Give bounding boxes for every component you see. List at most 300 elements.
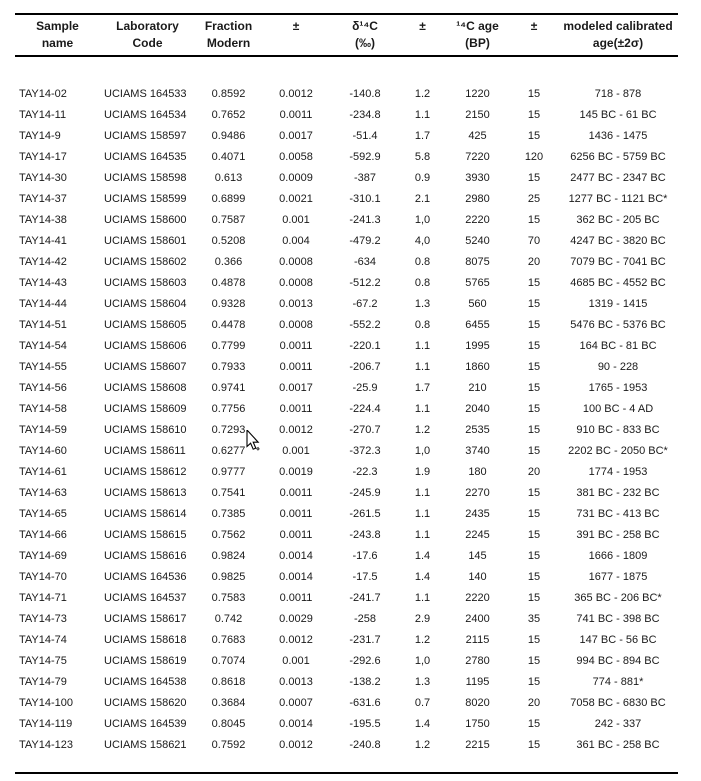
table-row — [15, 440, 678, 461]
cell-sample-name: TAY14-59 — [19, 423, 67, 436]
cell-delta14c-error: 1.4 — [414, 570, 431, 583]
cell-sample-name: TAY14-30 — [19, 171, 67, 184]
table-row — [15, 419, 678, 440]
column-header-line2: (BP) — [465, 35, 490, 50]
cell-c14-age-error: 15 — [527, 129, 541, 142]
cell-delta14c-error: 5.8 — [414, 150, 431, 163]
cell-delta14c: -195.5 — [349, 717, 381, 730]
table-row — [15, 314, 678, 335]
cell-fraction-modern-error: 0.0011 — [279, 402, 313, 415]
cell-fraction-modern-error: 0.001 — [282, 213, 310, 226]
table-header-row — [15, 14, 678, 56]
table-row — [15, 83, 678, 104]
cell-delta14c-error: 1.1 — [414, 402, 431, 415]
cell-fraction-modern: 0.4478 — [211, 318, 246, 331]
cell-c14-age-error: 15 — [527, 570, 541, 583]
table-row — [15, 209, 678, 230]
table-row — [15, 167, 678, 188]
cell-fraction-modern: 0.7799 — [211, 339, 246, 352]
cell-calibrated-age: 362 BC - 205 BC — [576, 213, 660, 226]
cell-laboratory-code: UCIAMS 158605 — [104, 318, 187, 331]
cell-delta14c: -631.6 — [349, 696, 381, 709]
column-header-line2: name — [41, 35, 74, 50]
cell-sample-name: TAY14-75 — [19, 654, 67, 667]
cell-laboratory-code: UCIAMS 158618 — [104, 633, 187, 646]
cell-fraction-modern: 0.9328 — [211, 297, 246, 310]
cell-laboratory-code: UCIAMS 158603 — [104, 276, 187, 289]
table-row — [15, 356, 678, 377]
cell-c14-age-error: 70 — [527, 234, 541, 247]
cell-delta14c: -231.7 — [349, 633, 381, 646]
cell-fraction-modern: 0.366 — [214, 255, 243, 268]
cell-sample-name: TAY14-38 — [19, 213, 67, 226]
cell-delta14c: -310.1 — [349, 192, 381, 205]
cell-sample-name: TAY14-119 — [19, 717, 73, 730]
column-header-laboratory-code — [100, 14, 195, 56]
cell-calibrated-age: 391 BC - 258 BC — [576, 528, 660, 541]
cell-delta14c-error: 1.3 — [414, 675, 431, 688]
cell-laboratory-code: UCIAMS 164534 — [104, 108, 187, 121]
cell-c14-age: 425 — [468, 129, 487, 142]
cell-c14-age-error: 15 — [527, 171, 541, 184]
cell-fraction-modern-error: 0.0014 — [279, 570, 313, 583]
table-row — [15, 146, 678, 167]
cell-delta14c-error: 1.4 — [414, 717, 431, 730]
cell-calibrated-age: 718 - 878 — [594, 87, 642, 100]
column-header-line1: ± — [419, 19, 426, 33]
cell-fraction-modern-error: 0.001 — [282, 654, 310, 667]
cell-delta14c: -270.7 — [349, 423, 381, 436]
table-row — [15, 545, 678, 566]
cell-delta14c-error: 1.2 — [414, 738, 431, 751]
column-header-line2: Code — [132, 35, 163, 50]
cell-c14-age-error: 20 — [527, 696, 541, 709]
table-row — [15, 335, 678, 356]
cell-delta14c: -234.8 — [349, 108, 381, 121]
cell-delta14c: -479.2 — [349, 234, 381, 247]
cell-c14-age: 140 — [468, 570, 487, 583]
cell-sample-name: TAY14-17 — [19, 150, 67, 163]
cell-fraction-modern: 0.9824 — [211, 549, 246, 562]
cell-fraction-modern-error: 0.0009 — [279, 171, 313, 184]
cell-calibrated-age: 147 BC - 56 BC — [579, 633, 657, 646]
cell-fraction-modern-error: 0.0019 — [279, 465, 313, 478]
cell-c14-age: 180 — [468, 465, 487, 478]
table-row — [15, 629, 678, 650]
column-header-delta14c-error — [400, 14, 445, 56]
cell-sample-name: TAY14-63 — [19, 486, 67, 499]
cell-fraction-modern: 0.8618 — [211, 675, 246, 688]
cell-delta14c-error: 1,0 — [414, 213, 431, 226]
table-row — [15, 608, 678, 629]
cell-fraction-modern-error: 0.0011 — [279, 486, 313, 499]
cell-laboratory-code: UCIAMS 158600 — [104, 213, 187, 226]
table-row — [15, 713, 678, 734]
cell-sample-name: TAY14-37 — [19, 192, 67, 205]
cell-delta14c-error: 1.9 — [414, 465, 431, 478]
table-row — [15, 188, 678, 209]
cell-laboratory-code: UCIAMS 158607 — [104, 360, 187, 373]
cell-sample-name: TAY14-61 — [19, 465, 67, 478]
cell-fraction-modern-error: 0.0014 — [279, 717, 313, 730]
cell-delta14c-error: 1.1 — [414, 339, 431, 352]
cell-fraction-modern-error: 0.0013 — [279, 675, 313, 688]
cell-laboratory-code: UCIAMS 158611 — [104, 444, 186, 457]
cell-c14-age-error: 15 — [527, 591, 541, 604]
column-header-sample-name — [15, 14, 100, 56]
cell-fraction-modern-error: 0.0058 — [279, 150, 313, 163]
cell-delta14c-error: 4,0 — [414, 234, 431, 247]
cell-delta14c-error: 1.3 — [414, 297, 431, 310]
cell-c14-age: 2270 — [465, 486, 490, 499]
cell-c14-age: 5240 — [465, 234, 490, 247]
table-row — [15, 125, 678, 146]
cell-delta14c-error: 1,0 — [414, 654, 431, 667]
cell-calibrated-age: 361 BC - 258 BC — [576, 738, 660, 751]
cell-calibrated-age: 7058 BC - 6830 BC — [570, 696, 666, 709]
cell-c14-age-error: 15 — [527, 486, 541, 499]
cell-fraction-modern: 0.3684 — [211, 696, 246, 709]
column-header-fraction-modern — [195, 14, 262, 56]
table-row — [15, 692, 678, 713]
cell-delta14c: -22.3 — [352, 465, 378, 478]
cell-delta14c-error: 1.1 — [414, 486, 431, 499]
cell-laboratory-code: UCIAMS 164535 — [104, 150, 187, 163]
cell-c14-age-error: 15 — [527, 276, 541, 289]
cell-calibrated-age: 994 BC - 894 BC — [576, 654, 660, 667]
table-body — [15, 56, 678, 773]
cell-fraction-modern-error: 0.0014 — [279, 549, 313, 562]
cell-c14-age-error: 15 — [527, 549, 541, 562]
cell-fraction-modern-error: 0.0012 — [279, 87, 313, 100]
column-header-line2 — [510, 35, 558, 52]
cell-sample-name: TAY14-69 — [19, 549, 67, 562]
cell-sample-name: TAY14-66 — [19, 528, 67, 541]
cell-fraction-modern-error: 0.0029 — [279, 612, 313, 625]
cell-fraction-modern-error: 0.0008 — [279, 255, 313, 268]
cell-calibrated-age: 2202 BC - 2050 BC* — [568, 444, 668, 457]
cell-delta14c: -138.2 — [349, 675, 381, 688]
cell-c14-age: 2245 — [465, 528, 490, 541]
cell-laboratory-code: UCIAMS 158597 — [104, 129, 187, 142]
cell-laboratory-code: UCIAMS 164533 — [104, 87, 187, 100]
cell-calibrated-age: 164 BC - 81 BC — [579, 339, 657, 352]
column-header-delta14c — [330, 14, 400, 56]
footer-gap-spacer — [15, 755, 678, 773]
cell-c14-age-error: 15 — [527, 213, 541, 226]
column-header-fraction-modern-error — [262, 14, 330, 56]
table-row — [15, 524, 678, 545]
cell-fraction-modern: 0.4071 — [211, 150, 246, 163]
column-header-line1: Laboratory — [116, 19, 179, 33]
cell-laboratory-code: UCIAMS 158598 — [104, 171, 187, 184]
cell-c14-age: 1860 — [465, 360, 490, 373]
cell-delta14c: -634 — [353, 255, 377, 268]
cell-calibrated-age: 741 BC - 398 BC — [576, 612, 660, 625]
cell-c14-age-error: 15 — [527, 528, 541, 541]
cell-c14-age-error: 35 — [527, 612, 541, 625]
cell-sample-name: TAY14-60 — [19, 444, 67, 457]
cell-c14-age: 560 — [468, 297, 487, 310]
cell-c14-age: 5765 — [465, 276, 490, 289]
cell-laboratory-code: UCIAMS 158599 — [104, 192, 187, 205]
cell-delta14c-error: 0.8 — [414, 255, 431, 268]
cell-fraction-modern-error: 0.0012 — [279, 423, 313, 436]
cell-fraction-modern: 0.8592 — [211, 87, 246, 100]
cell-fraction-modern-error: 0.0011 — [279, 360, 313, 373]
cell-calibrated-age: 1277 BC - 1121 BC* — [568, 192, 668, 205]
cell-c14-age: 2220 — [465, 591, 490, 604]
cell-fraction-modern: 0.7583 — [211, 591, 246, 604]
cell-sample-name: TAY14-9 — [19, 129, 61, 142]
cell-laboratory-code: UCIAMS 158601 — [104, 234, 187, 247]
cell-c14-age: 7220 — [465, 150, 490, 163]
cell-laboratory-code: UCIAMS 158610 — [104, 423, 187, 436]
column-header-line2 — [262, 35, 330, 52]
table-row — [15, 650, 678, 671]
cell-calibrated-age: 381 BC - 232 BC — [576, 486, 660, 499]
cell-delta14c-error: 1.1 — [414, 108, 431, 121]
cell-fraction-modern: 0.6899 — [211, 192, 246, 205]
table-row — [15, 293, 678, 314]
table-row — [15, 587, 678, 608]
cell-delta14c: -245.9 — [349, 486, 381, 499]
cell-fraction-modern-error: 0.0011 — [279, 507, 313, 520]
table-row — [15, 671, 678, 692]
column-header-line1: Fraction — [204, 19, 253, 33]
cell-laboratory-code: UCIAMS 164537 — [104, 591, 187, 604]
cell-c14-age: 3930 — [465, 171, 490, 184]
cell-calibrated-age: 774 - 881* — [592, 675, 644, 688]
column-header-line1: ± — [292, 19, 300, 33]
cell-calibrated-age: 145 BC - 61 BC — [579, 108, 657, 121]
cell-laboratory-code: UCIAMS 158616 — [104, 549, 187, 562]
cell-c14-age: 2780 — [465, 654, 490, 667]
cell-c14-age: 1995 — [465, 339, 490, 352]
cell-calibrated-age: 910 BC - 833 BC — [576, 423, 660, 436]
cell-fraction-modern: 0.7074 — [211, 654, 246, 667]
cell-sample-name: TAY14-73 — [19, 612, 67, 625]
cell-delta14c: -51.4 — [352, 129, 378, 142]
cell-calibrated-age: 90 - 228 — [597, 360, 639, 373]
column-header-line2 — [400, 35, 445, 52]
cell-fraction-modern: 0.8045 — [211, 717, 246, 730]
cell-c14-age-error: 15 — [527, 108, 541, 121]
cell-c14-age-error: 15 — [527, 717, 541, 730]
column-header-calibrated-age — [558, 14, 678, 56]
cell-calibrated-age: 4685 BC - 4552 BC — [570, 276, 666, 289]
cell-sample-name: TAY14-70 — [19, 570, 67, 583]
cell-c14-age: 8075 — [465, 255, 490, 268]
cell-delta14c: -25.9 — [352, 381, 378, 394]
cell-c14-age-error: 15 — [527, 654, 541, 667]
cell-calibrated-age: 242 - 337 — [594, 717, 642, 730]
cell-calibrated-age: 1774 - 1953 — [588, 465, 648, 478]
cell-c14-age: 1750 — [465, 717, 490, 730]
column-header-line1: δ¹⁴C — [352, 19, 378, 33]
cell-delta14c: -592.9 — [349, 150, 381, 163]
cell-calibrated-age: 365 BC - 206 BC* — [574, 591, 662, 604]
cell-c14-age-error: 15 — [527, 381, 541, 394]
cell-c14-age: 2150 — [465, 108, 490, 121]
cell-c14-age-error: 15 — [527, 633, 541, 646]
cell-calibrated-age: 2477 BC - 2347 BC — [570, 171, 666, 184]
cell-fraction-modern: 0.9777 — [211, 465, 246, 478]
table-row — [15, 251, 678, 272]
cell-delta14c: -240.8 — [349, 738, 381, 751]
cell-delta14c-error: 1.4 — [414, 549, 431, 562]
cell-delta14c-error: 1.7 — [414, 381, 431, 394]
cell-c14-age-error: 15 — [527, 297, 541, 310]
cell-sample-name: TAY14-58 — [19, 402, 67, 415]
cell-fraction-modern-error: 0.0017 — [279, 129, 313, 142]
cell-sample-name: TAY14-71 — [19, 591, 67, 604]
cell-c14-age: 1195 — [465, 675, 490, 688]
cell-fraction-modern: 0.5208 — [211, 234, 246, 247]
cell-sample-name: TAY14-11 — [19, 108, 67, 121]
cell-laboratory-code: UCIAMS 164536 — [104, 570, 187, 583]
cell-delta14c: -552.2 — [349, 318, 381, 331]
cell-calibrated-age: 1765 - 1953 — [588, 381, 648, 394]
column-header-line1: Sample — [36, 19, 79, 33]
cell-calibrated-age: 7079 BC - 7041 BC — [570, 255, 666, 268]
cell-fraction-modern-error: 0.0017 — [279, 381, 313, 394]
cell-c14-age: 2040 — [465, 402, 490, 415]
cell-laboratory-code: UCIAMS 158614 — [104, 507, 187, 520]
cell-delta14c: -292.6 — [349, 654, 381, 667]
cell-calibrated-age: 100 BC - 4 AD — [582, 402, 654, 415]
cell-fraction-modern-error: 0.0008 — [279, 318, 313, 331]
cell-sample-name: TAY14-02 — [19, 87, 67, 100]
cell-c14-age: 2980 — [465, 192, 490, 205]
cell-sample-name: TAY14-56 — [19, 381, 67, 394]
cell-fraction-modern-error: 0.0008 — [279, 276, 313, 289]
cell-delta14c: -258 — [353, 612, 377, 625]
cell-fraction-modern-error: 0.004 — [282, 234, 310, 247]
cell-delta14c-error: 1.2 — [414, 423, 431, 436]
cell-c14-age-error: 15 — [527, 360, 541, 373]
cell-delta14c-error: 1.1 — [414, 507, 431, 520]
cell-c14-age-error: 20 — [527, 465, 541, 478]
cell-c14-age-error: 15 — [527, 444, 541, 457]
cell-fraction-modern-error: 0.0011 — [279, 528, 313, 541]
cell-fraction-modern-error: 0.0007 — [279, 696, 313, 709]
cell-fraction-modern: 0.7933 — [211, 360, 246, 373]
cell-delta14c: -241.7 — [349, 591, 381, 604]
cell-delta14c: -140.8 — [349, 87, 381, 100]
cell-fraction-modern: 0.9825 — [211, 570, 246, 583]
cell-fraction-modern: 0.7683 — [211, 633, 246, 646]
column-header-c14-age — [445, 14, 510, 56]
cell-delta14c-error: 2.9 — [414, 612, 431, 625]
column-header-c14-age-error — [510, 14, 558, 56]
cell-delta14c: -17.6 — [352, 549, 378, 562]
cell-fraction-modern: 0.7541 — [211, 486, 246, 499]
cell-c14-age-error: 25 — [527, 192, 541, 205]
cell-fraction-modern: 0.4878 — [211, 276, 246, 289]
cell-c14-age: 2220 — [465, 213, 490, 226]
cell-fraction-modern-error: 0.0011 — [279, 591, 313, 604]
table-row — [15, 734, 678, 755]
cell-c14-age: 2215 — [465, 738, 490, 751]
cell-fraction-modern-error: 0.001 — [282, 444, 310, 457]
cell-c14-age-error: 20 — [527, 255, 541, 268]
cell-delta14c: -243.8 — [349, 528, 381, 541]
cell-c14-age-error: 120 — [524, 150, 544, 163]
cell-fraction-modern: 0.7756 — [211, 402, 246, 415]
cell-laboratory-code: UCIAMS 158615 — [104, 528, 187, 541]
cell-c14-age-error: 15 — [527, 423, 541, 436]
cell-delta14c-error: 1.2 — [414, 87, 431, 100]
cell-c14-age-error: 15 — [527, 318, 541, 331]
radiocarbon-data-table — [15, 13, 678, 774]
cell-delta14c-error: 1.1 — [414, 360, 431, 373]
cell-c14-age-error: 15 — [527, 402, 541, 415]
cell-delta14c: -241.3 — [349, 213, 381, 226]
cell-c14-age: 2400 — [465, 612, 490, 625]
cell-c14-age-error: 15 — [527, 507, 541, 520]
cell-sample-name: TAY14-74 — [19, 633, 67, 646]
cell-laboratory-code: UCIAMS 164539 — [104, 717, 187, 730]
cell-calibrated-age: 6256 BC - 5759 BC — [570, 150, 666, 163]
cell-laboratory-code: UCIAMS 164538 — [104, 675, 187, 688]
table-row — [15, 104, 678, 125]
column-header-line1: modeled calibrated — [563, 19, 673, 33]
cell-delta14c: -224.4 — [349, 402, 381, 415]
cell-laboratory-code: UCIAMS 158613 — [104, 486, 187, 499]
cell-delta14c: -512.2 — [349, 276, 381, 289]
cell-delta14c: -67.2 — [352, 297, 378, 310]
cell-c14-age: 145 — [468, 549, 487, 562]
cell-sample-name: TAY14-44 — [19, 297, 67, 310]
cell-c14-age-error: 15 — [527, 87, 541, 100]
cell-calibrated-age: 1677 - 1875 — [588, 570, 648, 583]
header-gap-spacer — [15, 56, 678, 83]
cell-delta14c-error: 1.1 — [414, 591, 431, 604]
cell-fraction-modern: 0.7592 — [211, 738, 246, 751]
cell-c14-age: 3740 — [465, 444, 490, 457]
cell-calibrated-age: 731 BC - 413 BC — [576, 507, 660, 520]
cell-delta14c-error: 1,0 — [414, 444, 431, 457]
cell-fraction-modern: 0.7385 — [211, 507, 246, 520]
cell-fraction-modern-error: 0.0013 — [279, 297, 313, 310]
cell-fraction-modern-error: 0.0011 — [279, 108, 313, 121]
column-header-line1: ¹⁴C age — [456, 19, 499, 33]
cell-sample-name: TAY14-51 — [19, 318, 67, 331]
table-header — [15, 14, 678, 56]
cell-delta14c: -220.1 — [349, 339, 381, 352]
cell-sample-name: TAY14-79 — [19, 675, 67, 688]
column-header-line1: ± — [530, 19, 538, 33]
cell-delta14c-error: 0.7 — [414, 696, 431, 709]
cell-fraction-modern: 0.742 — [214, 612, 243, 625]
cell-fraction-modern: 0.7293 — [211, 423, 246, 436]
table-row — [15, 377, 678, 398]
column-header-line2: (‰) — [355, 35, 375, 50]
table-row — [15, 461, 678, 482]
cell-laboratory-code: UCIAMS 158602 — [104, 255, 187, 268]
cell-c14-age: 6455 — [465, 318, 490, 331]
cell-sample-name: TAY14-123 — [19, 738, 74, 751]
cell-c14-age: 2535 — [465, 423, 490, 436]
cell-laboratory-code: UCIAMS 158619 — [104, 654, 187, 667]
cell-calibrated-age: 4247 BC - 3820 BC — [570, 234, 666, 247]
cell-calibrated-age: 1319 - 1415 — [588, 297, 648, 310]
cell-delta14c: -387 — [353, 171, 377, 184]
cell-sample-name: TAY14-55 — [19, 360, 67, 373]
cell-sample-name: TAY14-43 — [19, 276, 67, 289]
cell-c14-age-error: 15 — [527, 738, 541, 751]
